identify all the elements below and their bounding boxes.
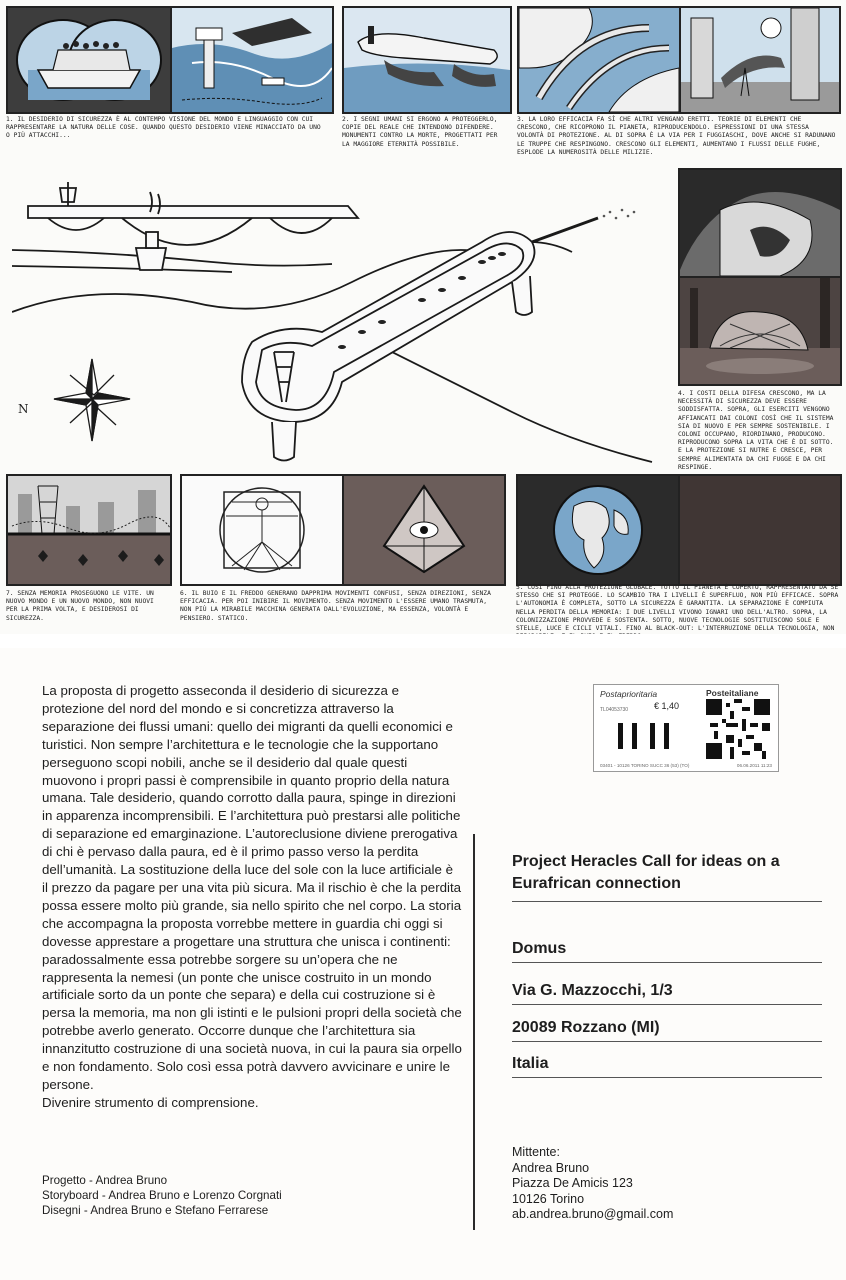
panel-black-out (678, 474, 842, 586)
eye-pyramid-icon (344, 476, 504, 584)
earth-globe-drawing (518, 476, 678, 584)
recipient-city: 20089 Rozzano (MI) (512, 1019, 822, 1042)
binocular-boat-drawing (8, 8, 170, 112)
caption-5: 5. COSÌ FINO ALLA PROTEZIONE GLOBALE. TUTTO IL PIANETA È COPERTO, RAPPRESENTATO DA SÉ STESSO CHE SI PROTEGGE. LO SCAMBIO TRA I LIVELLI È SUPERFLUO, NON PIÙ EFFICACE. SOPRA L'AUTONOMIA È COMPLETA, SOTTO LA SICUREZZA È GARANTITA. LA SEPARAZIONE È COMPIUTA NELLA PERDITA DELLA MEMORIA: I DUE LIVELLI VIVONO IGNARI UNO DELL'ALTRO. SOPRA, LA COLONIZZAZIONE PROVVEDE E SOSTENTA. SOTTO, NUOVE TECNOLOGIE SOSTITUISCONO SOLE E STELLE, LUCE E CICLI VITALI. FINO AL BLACK-OUT: L'INTERRUZIONE DELLA TECNOLOGIA, NON (516, 584, 839, 633)
panel-vitruvian-man (180, 474, 344, 586)
stamp-date: 06.06.2011 11:23 (736, 763, 772, 768)
recipient-name: Domus (512, 940, 822, 963)
caption-1: 1. IL DESIDERIO DI SICUREZZA È AL CONTEMPO VISIONE DEL MONDO E LINGUAGGIO CON CUI RAPPRESENTARE LA NATURA DELLE COSE. QUANDO QUESTO DESIDERIO VIENE MINACCIATO DA UNO O PIÙ ATTACCHI... (6, 116, 321, 140)
caption-2: 2. I SEGNI UMANI SI ERGONO A PROTEGGERLO, COPIE DEL REALE CHE INTENDONO DIFENDERE. MONUMENTI CONTRO LA MORTE, PROGETTATI PER LA MAGGIORE ETERNITÀ POSSIBILE. (342, 116, 498, 148)
call-title: Project Heracles Call for ideas on a Eurafrican connection (512, 851, 822, 902)
stamp-brand: Posteitaliane (706, 688, 759, 698)
globe-dark-drawing (680, 170, 840, 276)
compass-rose-icon (34, 355, 134, 445)
credit-drawings: Disegni - Andrea Bruno e Stefano Ferrarese (42, 1203, 269, 1217)
stamp-qr-code-icon (706, 699, 770, 759)
credit-storyboard: Storyboard - Andrea Bruno e Lorenzo Corgnati (42, 1188, 282, 1202)
caption-3: 3. LA LORO EFFICACIA FA SÌ CHE ALTRI VENGANO ERETTI. TEORIE DI ELEMENTI CHE CRESCONO, CHE RICOPRONO IL PIANETA, RIPRODUCENDOLO. ESPRESSIONI DI UNA STESSA VOLONTÀ DI PROTEZIONE. AL DI SOPRA È LA VIA PER I FUGGIASCHI, DOVE ANCHE SI RADUNANO LE TRUPPE CHE RESPINGONO. CRESCONO GLI ELEMENTI, AUMENTANO I FLUSSI DELLE FUGHE, ESPLODE LA NUMEROSITÀ DELLE MILIZIE. (517, 116, 836, 156)
stamp-service: Postaprioritaria (600, 689, 658, 699)
stamp-code: TL04053730 (600, 707, 629, 713)
credit-project: Progetto - Andrea Bruno (42, 1174, 168, 1187)
stamp-bar (618, 723, 623, 749)
caption-4: 4. I COSTI DELLA DIFESA CRESCONO, MA LA NECESSITÀ DI SICUREZZA DEVE ESSERE SODDISFATTA. SOPRA, GLI ESERCITI VENGONO AFFIANCATI DAI COLONI COSÌ CHE IL SISTEMA SIA DI NUOVO E PER SEMPRE SOSTENIBILE. I COLONI OCCUPANO, RIORDINANO, PRODUCONO. RIPRODUCONO SOPRA LA VITA CHE È DI SOTTO. E LA PROTEZIONE SI NUTRE E CRESCE, PER SEMPRE ALIMENTATA DA CHI FUGGE E DA CHI RESPINGE. (678, 390, 834, 471)
stamp-office: 03401 - 10126 TORINO SUCC 36 (53) (TO) (600, 763, 690, 768)
sender-city: 10126 Torino (512, 1191, 585, 1206)
recipient-country: Italia (512, 1055, 822, 1078)
description-paragraph: La proposta di progetto asseconda il desiderio di sicurezza e protezione del nord del mondo e si concretizza attraverso la separazione dei flussi umani: quello dei migranti da quelli economici e turistici. Non sempre l’architettura e le tecnologie che la supportano perseguono scopi nobili, anche se il desiderio dal quale questi muovono i propri passi è comprensibile in quanto proprio della natura umana. Tale desiderio, quando corrotto dalla paura, spinge in direzioni in apparenza incomprensibili. E l’architettura può prestarsi alle politiche di separazione ed emarginazione. L’autoreclusione diviene prerogativa di chi è pervaso dalla paura, ed è il primo passo verso la perdita dell’umanità. La sostituzione della luce del sole con la luce artificiale è il prezzo da pagare per una vita più sicura. Ma il rischio è che la perdita possa essere molto più grande, sia nello spirito che nel corpo. La storia che accompagna la proposta vorrebbe mettere in guardia chi oggi si dovesse apprestare a progettare una struttura che unisca i continenti: paradossalmente essa potrebbe sorgere su un’opera che ne rappresenta la nemesi (un ponte che unisce costruito in un mondo artificiale sorto da un ponte che separa) e della cui costruzione si è persa la memoria, ma non gli istinti e le pulsioni propri della società che potrebbe averlo generato. Occorre dunque che l’architettura sia innanzitutto costruzione di una società nuova, in cui la paura sia orpello e non fondamento. Solo così essa potrà davvero avvicinare e unire le persone. (42, 683, 462, 1092)
panel-city-wall (6, 474, 172, 586)
sender-email: ab.andrea.bruno@gmail.com (512, 1207, 674, 1221)
map-bridges-drawing (519, 8, 679, 112)
description-closing: Divenire strumento di comprensione. (42, 1094, 259, 1110)
stamp-bar (632, 723, 637, 749)
credits (42, 1174, 282, 1218)
sender-name: Andrea Bruno (512, 1160, 590, 1175)
stadium-dark-drawing (680, 278, 840, 384)
panel-binocular-view (6, 6, 172, 114)
postage-stamp (593, 684, 779, 772)
panel-earth-globe (516, 474, 680, 586)
panel-map-bridges (517, 6, 681, 114)
sender-block (512, 1145, 673, 1223)
panel-towers (679, 6, 841, 114)
sender-street: Piazza De Amicis 123 (512, 1176, 633, 1190)
stamp-amount: € 1,40 (654, 701, 680, 711)
panel-monument-bridge (342, 6, 512, 114)
sender-label: Mittente: (512, 1145, 560, 1159)
panel-sea-tower (170, 6, 334, 114)
stamp-bar (650, 723, 655, 749)
recipient-street: Via G. Mazzocchi, 1/3 (512, 982, 822, 1005)
project-description (42, 682, 462, 1112)
stamp-bar (664, 723, 669, 749)
stamp-footer (600, 763, 772, 768)
panel-globe-dark (678, 168, 842, 278)
panel-eye-pyramid (342, 474, 506, 586)
page-gap (0, 634, 846, 648)
towers-drawing (681, 8, 839, 112)
caption-6: 6. IL BUIO E IL FREDDO GENERANO DAPPRIMA MOVIMENTI CONFUSI, SENZA DIREZIONI, SENZA EFFICACIA. PER POI INIBIRE IL MOVIMENTO. SENZA MOVIMENTO L'ESSERE UMANO TRASMUTA, NON PIÙ LA MIRABILE MACCHINA GENERATA DALL'EVOLUZIONE, MA ESSENZA, VOLONTÀ E PENSIERO. STATICO. (180, 590, 491, 622)
caption-7: 7. SENZA MEMORIA PROSEGUONO LE VITE. UN NUOVO MONDO E UN NUOVO MONDO, NON NUOVI PER LA PRIMA VOLTA, E DESIDEROSI DI SICUREZZA. (6, 590, 154, 622)
vitruvian-man-drawing (182, 476, 342, 584)
city-wall-drawing (8, 476, 170, 584)
monument-bridge-drawing (344, 8, 510, 112)
sea-tower-drawing (172, 8, 332, 112)
compass-north-label: N (18, 402, 29, 416)
postcard-divider (473, 834, 475, 1230)
panel-stadium-dark (678, 276, 842, 386)
